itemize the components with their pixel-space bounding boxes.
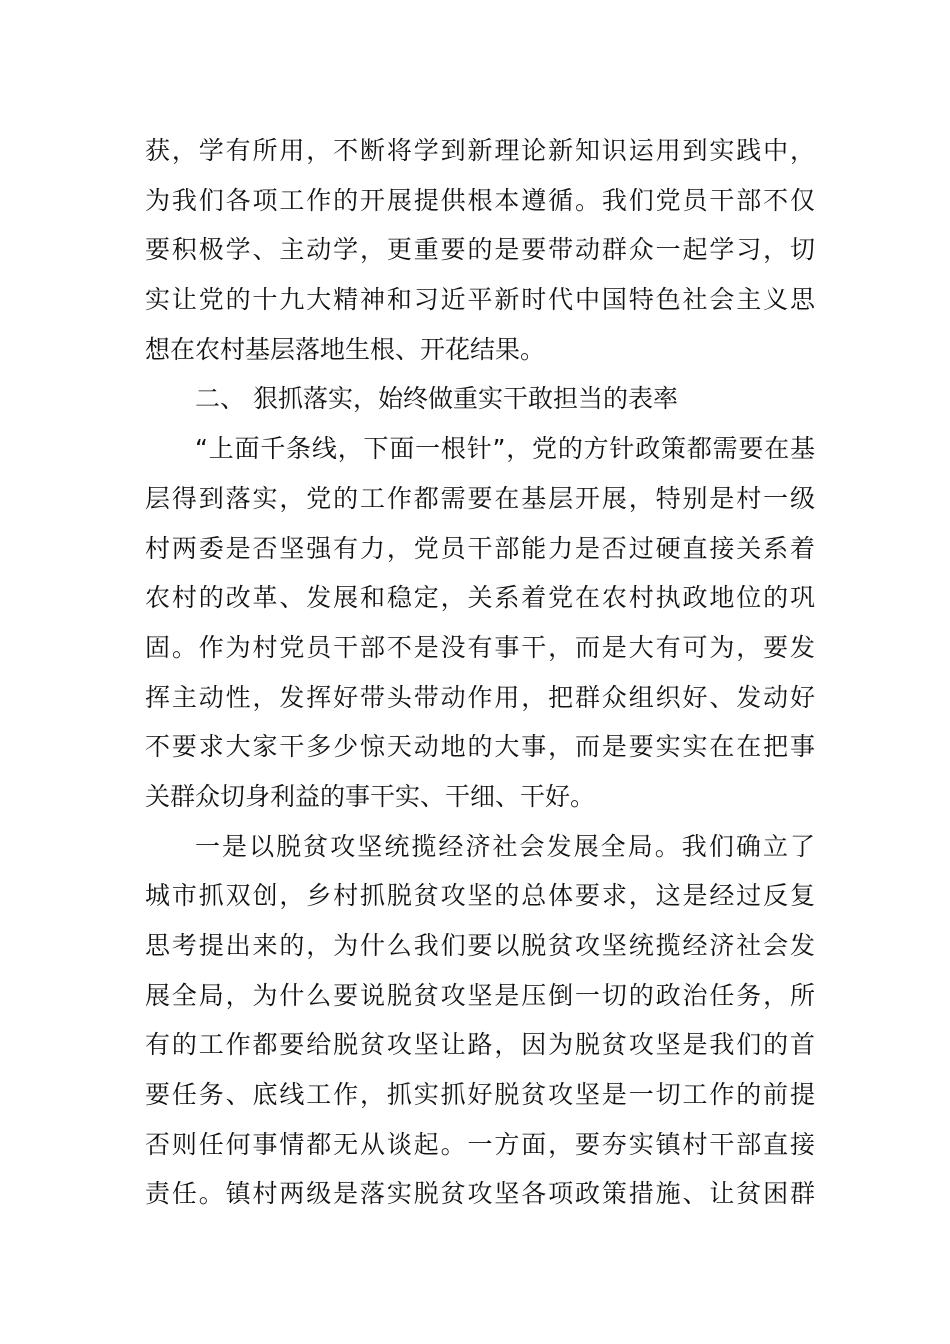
- text-line: 城市抓双创，乡村抓脱贫攻坚的总体要求，这是经过反复: [145, 881, 815, 911]
- text-line: 否则任何事情都无从谈起。一方面，要夯实镇村干部直接: [145, 1129, 815, 1159]
- text-line: 挥主动性，发挥好带头带动作用，把群众组织好、发动好: [145, 682, 815, 712]
- text-line: 固。作为村党员干部不是没有事干，而是大有可为，要发: [145, 632, 815, 662]
- text-line: 层得到落实，党的工作都需要在基层开展，特别是村一级: [145, 483, 815, 513]
- text-line: 不要求大家干多少惊天动地的大事，而是要实实在在把事: [145, 732, 815, 762]
- text-line: 获，学有所用，不断将学到新理论新知识运用到实践中，: [145, 136, 815, 165]
- text-line: 有的工作都要给脱贫攻坚让路，因为脱贫攻坚是我们的首: [145, 1030, 815, 1060]
- body-text: [145, 126, 815, 1219]
- text-line: 关群众切身利益的事干实、干细、干好。: [145, 781, 596, 811]
- text-line: “上面千条线，下面一根针”，党的方针政策都需要在基: [195, 434, 815, 464]
- text-line: 二、 狠抓落实，始终做重实干敢担当的表率: [195, 384, 678, 414]
- text-line: 思考提出来的，为什么我们要以脱贫攻坚统揽经济社会发: [145, 931, 815, 960]
- text-line: 要任务、底线工作，抓实抓好脱贫攻坚是一切工作的前提: [145, 1080, 815, 1110]
- text-line: 实让党的十九大精神和习近平新时代中国特色社会主义思: [145, 285, 815, 315]
- text-line: 为我们各项工作的开展提供根本遵循。我们党员干部不仅: [145, 185, 815, 215]
- text-line: 责任。镇村两级是落实脱贫攻坚各项政策措施、让贫困群: [145, 1179, 815, 1209]
- text-line: 村两委是否坚强有力，党员干部能力是否过硬直接关系着: [145, 533, 815, 563]
- text-line: 农村的改革、发展和稳定，关系着党在农村执政地位的巩: [145, 583, 815, 613]
- text-line: 想在农村基层落地生根、开花结果。: [145, 334, 546, 364]
- text-line: 展全局，为什么要说脱贫攻坚是压倒一切的政治任务，所: [145, 980, 815, 1010]
- text-line: 一是以脱贫攻坚统揽经济社会发展全局。我们确立了: [195, 831, 815, 861]
- text-line: 要积极学、主动学，更重要的是要带动群众一起学习，切: [145, 235, 815, 265]
